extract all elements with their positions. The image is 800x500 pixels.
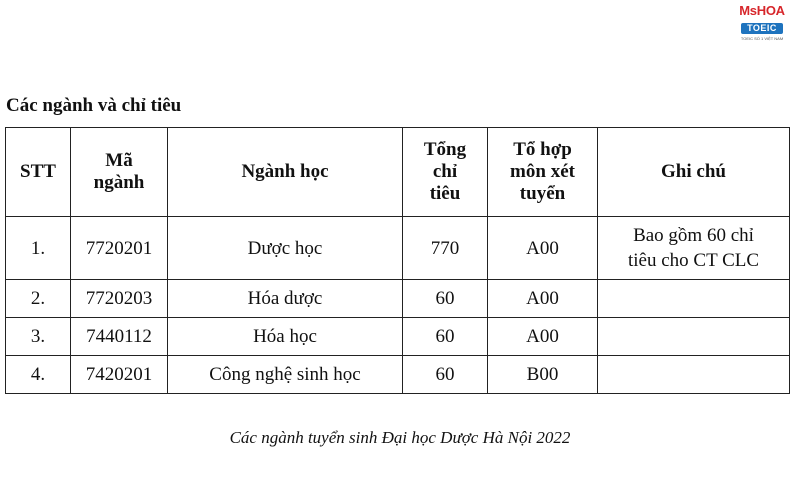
logo-tagline: TOEIC SỐ 1 VIỆT NAM xyxy=(740,36,784,41)
header-to-hop-line: môn xét xyxy=(510,161,575,182)
cell-stt: 3. xyxy=(6,318,71,356)
cell-ghi-chu xyxy=(598,318,790,356)
header-tong-chi-tieu xyxy=(403,128,488,217)
cell-ghi-chu xyxy=(598,356,790,394)
cell-tong-chi-tieu: 60 xyxy=(403,356,488,394)
header-ma-nganh-line: ngành xyxy=(93,172,145,193)
header-to-hop-line: tuyển xyxy=(519,183,566,204)
header-to-hop-line: Tổ hợp xyxy=(513,139,572,160)
header-tong-chi-tieu-line: chỉ xyxy=(432,161,458,182)
header-tong-chi-tieu-line: tiêu xyxy=(429,183,461,204)
header-nganh-hoc: Ngành học xyxy=(168,128,403,217)
cell-nganh-hoc: Hóa học xyxy=(168,318,403,356)
cell-stt: 4. xyxy=(6,356,71,394)
header-to-hop xyxy=(488,128,598,217)
cell-nganh-hoc: Hóa dược xyxy=(168,280,403,318)
header-tong-chi-tieu-line: Tổng xyxy=(423,139,467,160)
cell-ma-nganh: 7440112 xyxy=(71,318,168,356)
table-row xyxy=(6,318,790,356)
cell-ghi-chu xyxy=(598,217,790,280)
logo-badge: TOEIC xyxy=(741,23,783,34)
cell-nganh-hoc: Dược học xyxy=(168,217,403,280)
table-caption: Các ngành tuyển sinh Đại học Dược Hà Nội 2022 xyxy=(229,428,571,447)
cell-to-hop: B00 xyxy=(488,356,598,394)
header-stt: STT xyxy=(6,128,71,217)
cell-to-hop: A00 xyxy=(488,217,598,280)
section-heading: Các ngành và chỉ tiêu xyxy=(6,95,182,116)
cell-to-hop: A00 xyxy=(488,318,598,356)
header-ma-nganh-line: Mã xyxy=(105,150,133,171)
cell-ghi-chu xyxy=(598,280,790,318)
ghi-chu-line: tiêu cho CT CLC xyxy=(627,250,760,271)
cell-nganh-hoc: Công nghệ sinh học xyxy=(168,356,403,394)
brand-logo xyxy=(732,4,792,42)
header-ghi-chu: Ghi chú xyxy=(598,128,790,217)
cell-stt: 1. xyxy=(6,217,71,280)
table-row xyxy=(6,356,790,394)
cell-tong-chi-tieu: 770 xyxy=(403,217,488,280)
cell-ma-nganh: 7420201 xyxy=(71,356,168,394)
table-header-row xyxy=(6,128,790,217)
cell-to-hop: A00 xyxy=(488,280,598,318)
cell-tong-chi-tieu: 60 xyxy=(403,318,488,356)
cell-tong-chi-tieu: 60 xyxy=(403,280,488,318)
ghi-chu-line: Bao gồm 60 chỉ xyxy=(633,225,754,246)
majors-table xyxy=(5,127,790,394)
cell-ma-nganh: 7720203 xyxy=(71,280,168,318)
logo-wordmark: MsHOA xyxy=(739,3,785,18)
table-row xyxy=(6,280,790,318)
table-row xyxy=(6,217,790,280)
cell-ma-nganh: 7720201 xyxy=(71,217,168,280)
header-ma-nganh xyxy=(71,128,168,217)
cell-stt: 2. xyxy=(6,280,71,318)
